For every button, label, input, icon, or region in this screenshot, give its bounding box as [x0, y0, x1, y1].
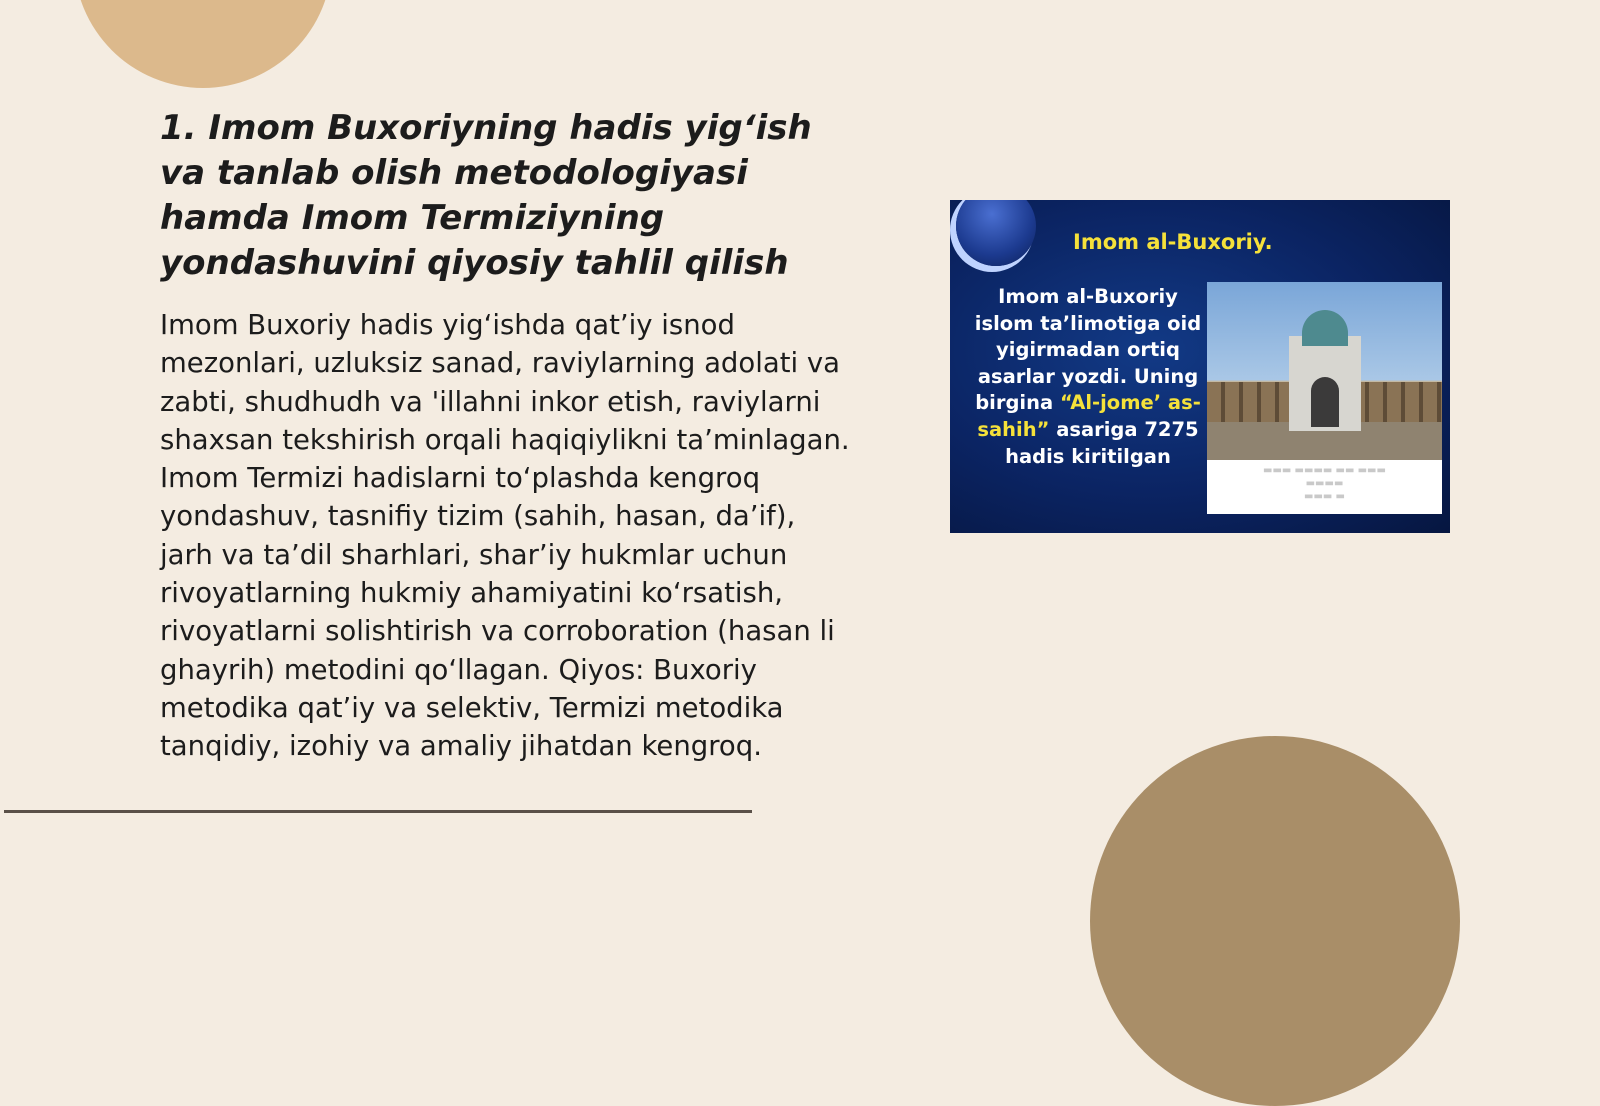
- image-text-before: Imom al-Buxoriy islom ta’limotiga oid yigirmadan ortiq asarlar yozdi. Uning birgina: [974, 285, 1202, 415]
- mausoleum-dome: [1302, 310, 1348, 346]
- photo-caption-blurred: ▬▬▬ ▬▬▬▬ ▬▬ ▬▬▬ ▬▬▬▬ ▬▬▬ ▬: [1263, 465, 1386, 502]
- mausoleum-doorway: [1311, 377, 1339, 427]
- decorative-circle-bottom: [1090, 736, 1460, 1106]
- image-text: [968, 284, 1208, 470]
- slide-title: 1. Imom Buxoriyning hadis yig‘ish va tanlab olish metodologiyasi hamda Imom Termiziyning yondashuvini qiyosiy tahlil qilish: [160, 108, 812, 283]
- mausoleum-scene: [1207, 282, 1442, 460]
- image-title: Imom al-Buxoriy.: [1073, 230, 1273, 254]
- mausoleum-photo: [1207, 282, 1442, 514]
- decorative-circle-top: [74, 0, 332, 88]
- image-text-after: asariga 7275 hadis kiritilgan: [1005, 417, 1199, 468]
- imom-buxoriy-image: [950, 200, 1450, 533]
- slide-body-text: Imom Buxoriy hadis yig‘ishda qat’iy isnod mezonlari, uzluksiz sanad, raviylarning adolati va zabti, shudhudh va 'illahni inkor etish, raviylarni shaxsan tekshirish orqali haqiqiylikni ta’minlagan. Imom Termizi hadislarni to‘plashda kengroq yondashuv, tasnifiy tizim (sahih, hasan, da’if), jarh va ta’dil sharhlari, shar’iy hukmlar uchun rivoyatlarning hukmiy ahamiyatini ko‘rsatish, rivoyatlarni solishtirish va corroboration (hasan li ghayrih) metodini qo‘llagan. Qiyos: Buxoriy metodika qat’iy va selektiv, Termizi metodika tanqidiy, izohiy va amaliy jihatdan kengroq.: [160, 309, 850, 763]
- image-text-highlight: “Al-jome’ as-sahih”: [977, 391, 1201, 441]
- divider-line: [4, 810, 752, 813]
- crescent-moon-icon: [956, 200, 1036, 266]
